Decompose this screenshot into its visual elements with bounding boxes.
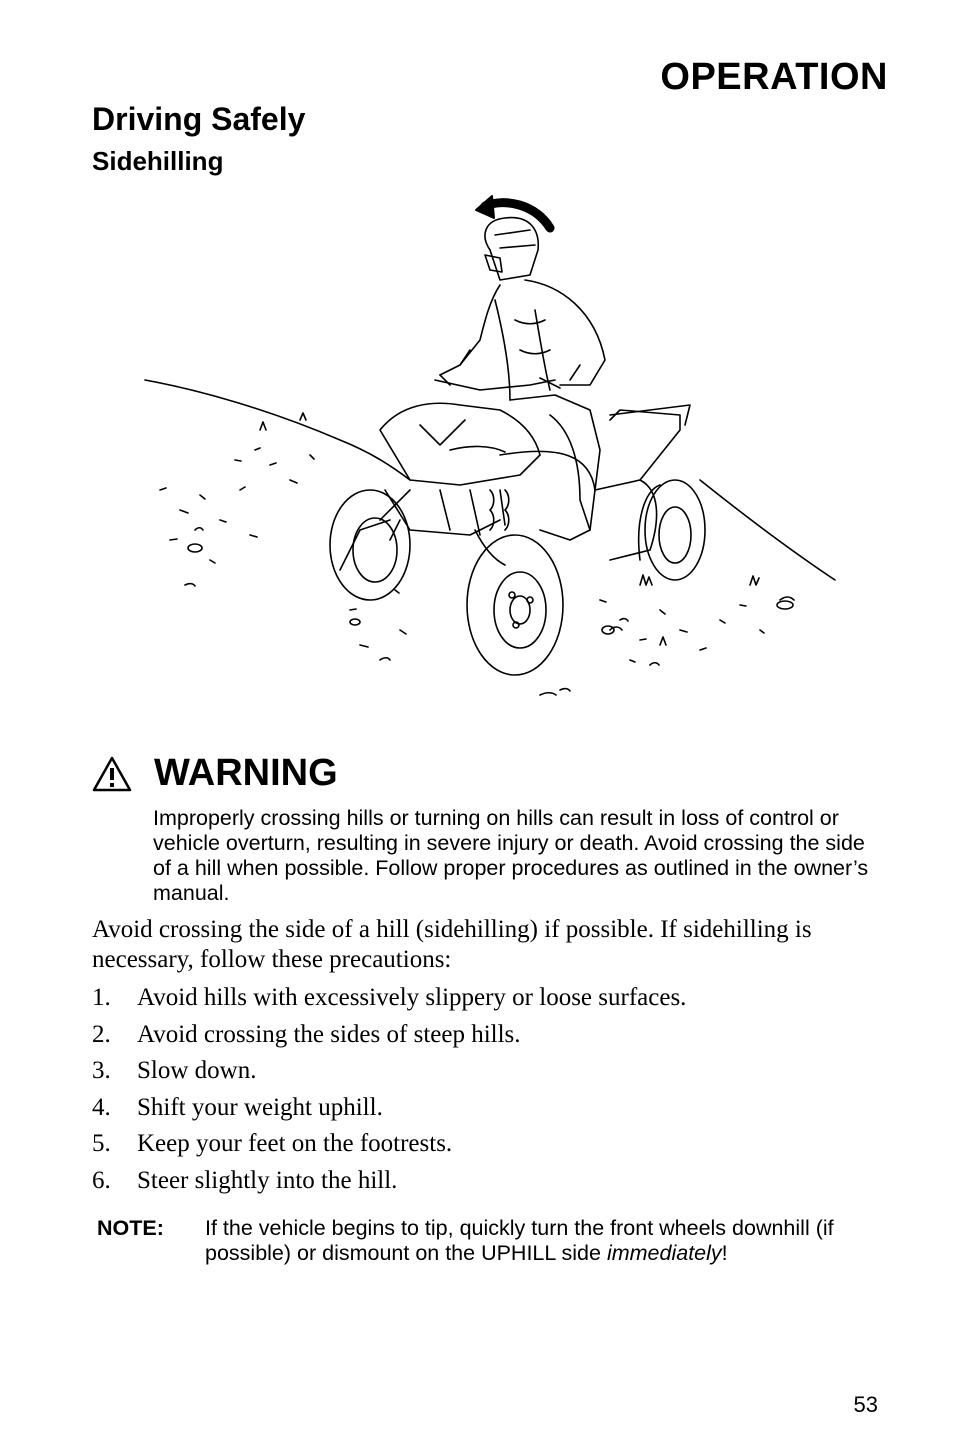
front-left-wheel [330,490,410,600]
note-block [97,1216,857,1266]
list-item-text: Steer slightly into the hill. [137,1166,398,1194]
atv-sidehilling-illustration [140,190,840,710]
rear-wheel [639,480,705,580]
page-heading: Driving Safely [92,101,306,137]
rider [440,218,605,530]
list-item [92,984,882,1021]
note-text [205,1216,845,1266]
note-emphasis: immediately [606,1241,722,1265]
page-subheading: Sidehilling [92,146,224,176]
list-item [92,1130,882,1167]
hillside-terrain [145,380,835,695]
list-item-number: 3. [92,1057,111,1085]
page-number: 53 [853,1392,878,1417]
rocks [188,544,793,634]
warning-header [92,752,338,795]
list-item-number: 4. [92,1093,111,1121]
note-text-end: ! [721,1241,728,1265]
warning-triangle-icon [92,756,132,792]
list-item-text: Keep your feet on the footrests. [137,1130,453,1158]
warning-title: WARNING [154,752,338,794]
list-item-text: Avoid crossing the sides of steep hills. [137,1020,521,1048]
precautions-list [92,984,882,1204]
list-item-text: Slow down. [137,1057,257,1085]
intro-paragraph: Avoid crossing the side of a hill (sidehilling) if possible. If sidehilling is necessary, follow these precautions: [92,916,812,973]
lean-direction-arrow-icon [476,196,550,228]
list-item [92,1021,882,1058]
list-item [92,1057,882,1094]
list-item-number: 1. [92,984,111,1011]
list-item [92,1094,882,1131]
atv-body [340,403,690,570]
list-item-text: Shift your weight uphill. [137,1093,383,1121]
list-item-number: 5. [92,1130,111,1158]
note-text-main: If the vehicle begins to tip, quickly turn the front wheels downhill (if possible) or dismount on the UPHILL side [205,1216,834,1265]
list-item-text: Avoid hills with excessively slippery or loose surfaces. [137,984,687,1011]
list-item [92,1167,882,1204]
front-right-wheel [467,535,563,675]
list-item-number: 6. [92,1166,111,1194]
note-label: NOTE: [97,1216,164,1240]
warning-text: Improperly crossing hills or turning on hills can result in loss of control or vehicle overturn, resulting in severe injury or death. Avoid crossing the side of a hill when possible. Follow proper procedures as outlined in the owner’s manual. [153,806,869,905]
handlebars [435,375,560,390]
list-item-number: 2. [92,1020,111,1048]
section-title: OPERATION [660,56,888,98]
